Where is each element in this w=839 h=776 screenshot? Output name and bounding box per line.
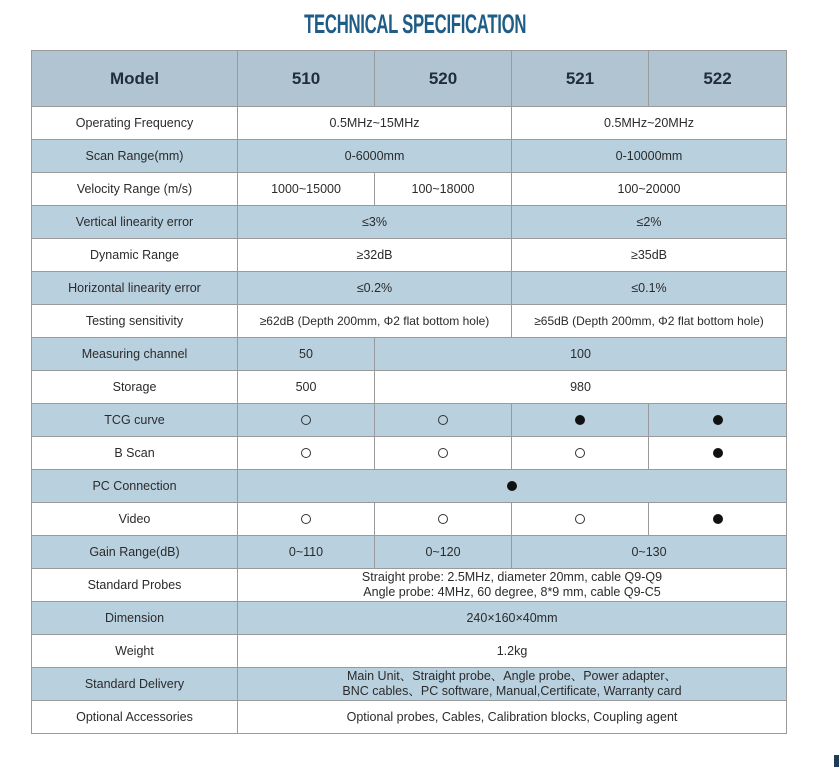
cell-line: Straight probe: 2.5MHz, diameter 20mm, cable Q9-Q9 xyxy=(361,570,663,584)
table-row xyxy=(32,371,787,404)
filled-dot-icon xyxy=(713,415,723,425)
filled-dot-icon xyxy=(713,514,723,524)
row-label: Weight xyxy=(32,635,238,668)
table-row xyxy=(32,701,787,734)
row-label: Video xyxy=(32,503,238,536)
table-row xyxy=(32,272,787,305)
model-521: 521 xyxy=(512,51,649,107)
cell-value: 100 xyxy=(375,338,787,371)
table-row xyxy=(32,602,787,635)
row-label: Optional Accessories xyxy=(32,701,238,734)
model-header: Model xyxy=(32,51,238,107)
cell-value: 980 xyxy=(375,371,787,404)
row-label: Standard Delivery xyxy=(32,668,238,701)
row-label: Dynamic Range xyxy=(32,239,238,272)
cell-value: ≤0.2% xyxy=(238,272,512,305)
page-title: TECHNICAL SPECIFICATION xyxy=(304,9,527,39)
table-row xyxy=(32,173,787,206)
table-row xyxy=(32,437,787,470)
row-label: Standard Probes xyxy=(32,569,238,602)
model-520: 520 xyxy=(375,51,512,107)
table-row xyxy=(32,239,787,272)
open-circle-icon xyxy=(301,448,311,458)
cell-value: 1000~15000 xyxy=(238,173,375,206)
table-header-row xyxy=(32,51,787,107)
cell-line: BNC cables、PC software, Manual,Certificate, Warranty card xyxy=(342,684,682,698)
cell-value: 0-10000mm xyxy=(512,140,787,173)
table-row xyxy=(32,338,787,371)
table-row xyxy=(32,569,787,602)
table-row xyxy=(32,536,787,569)
cell-value: ≤0.1% xyxy=(512,272,787,305)
cell-value: ≥32dB xyxy=(238,239,512,272)
row-label: Gain Range(dB) xyxy=(32,536,238,569)
row-label: Velocity Range (m/s) xyxy=(32,173,238,206)
table-row xyxy=(32,305,787,338)
table-row xyxy=(32,635,787,668)
cell-value: ≤2% xyxy=(512,206,787,239)
cell-value: ≥35dB xyxy=(512,239,787,272)
cell-value: 0~110 xyxy=(238,536,375,569)
row-label: Storage xyxy=(32,371,238,404)
cell-value: ≥65dB (Depth 200mm, Φ2 flat bottom hole) xyxy=(512,305,787,338)
filled-dot-icon xyxy=(575,415,585,425)
cell-value: 240×160×40mm xyxy=(238,602,787,635)
cell-value: 100~18000 xyxy=(375,173,512,206)
table-row xyxy=(32,107,787,140)
open-circle-icon xyxy=(301,415,311,425)
open-circle-icon xyxy=(301,514,311,524)
cell-value: 100~20000 xyxy=(512,173,787,206)
cell-value: 0.5MHz~15MHz xyxy=(238,107,512,140)
page-edge-marker xyxy=(834,755,839,767)
cell-value: 50 xyxy=(238,338,375,371)
table-row xyxy=(32,206,787,239)
cell-value: 1.2kg xyxy=(238,635,787,668)
cell-line: Angle probe: 4MHz, 60 degree, 8*9 mm, cable Q9-C5 xyxy=(363,585,661,599)
open-circle-icon xyxy=(438,415,448,425)
filled-dot-icon xyxy=(507,481,517,491)
cell-line: Main Unit、Straight probe、Angle probe、Power adapter、 xyxy=(346,669,678,683)
cell-value: 0~130 xyxy=(512,536,787,569)
row-label: Horizontal linearity error xyxy=(32,272,238,305)
filled-dot-icon xyxy=(713,448,723,458)
cell-value: 0~120 xyxy=(375,536,512,569)
open-circle-icon xyxy=(575,448,585,458)
table-row xyxy=(32,140,787,173)
row-label: PC Connection xyxy=(32,470,238,503)
cell-value: ≥62dB (Depth 200mm, Φ2 flat bottom hole) xyxy=(238,305,512,338)
row-label: Testing sensitivity xyxy=(32,305,238,338)
table-row xyxy=(32,404,787,437)
row-label: Scan Range(mm) xyxy=(32,140,238,173)
row-label: Measuring channel xyxy=(32,338,238,371)
model-522: 522 xyxy=(649,51,787,107)
cell-value: 0.5MHz~20MHz xyxy=(512,107,787,140)
table-row xyxy=(32,503,787,536)
row-label: B Scan xyxy=(32,437,238,470)
row-label: Dimension xyxy=(32,602,238,635)
row-label: TCG curve xyxy=(32,404,238,437)
row-label: Vertical linearity error xyxy=(32,206,238,239)
row-label: Operating Frequency xyxy=(32,107,238,140)
cell-value: 500 xyxy=(238,371,375,404)
model-510: 510 xyxy=(238,51,375,107)
open-circle-icon xyxy=(438,514,448,524)
cell-value: ≤3% xyxy=(238,206,512,239)
open-circle-icon xyxy=(575,514,585,524)
cell-value: Optional probes, Cables, Calibration blocks, Coupling agent xyxy=(238,701,787,734)
cell-value: 0-6000mm xyxy=(238,140,512,173)
table-row xyxy=(32,668,787,701)
spec-table xyxy=(31,50,787,734)
table-row xyxy=(32,470,787,503)
open-circle-icon xyxy=(438,448,448,458)
